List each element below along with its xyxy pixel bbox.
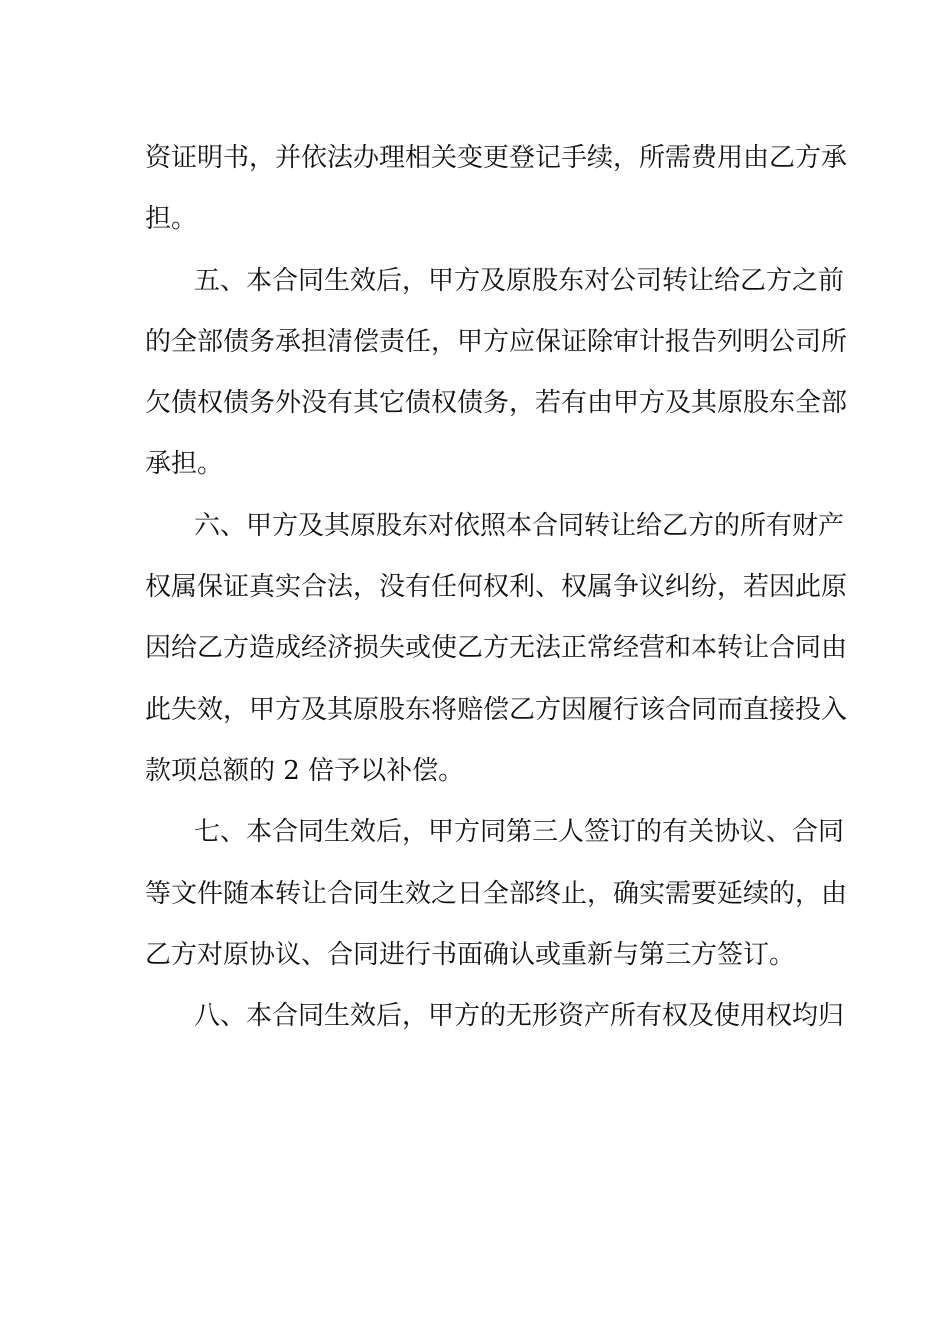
text-line: 等文件随本转让合同生效之日全部终止，确实需要延续的，由 <box>145 878 848 909</box>
paragraph-6-start: 六、甲方及其原股东对依照本合同转让给乙方的所有财产 <box>194 510 845 541</box>
text-line: 欠债权债务外没有其它债权债务，若有由甲方及其原股东全部 <box>145 388 848 419</box>
text-line: 因给乙方造成经济损失或使乙方无法正常经营和本转让合同由 <box>145 633 848 664</box>
text-line: 资证明书，并依法办理相关变更登记手续，所需费用由乙方承 <box>145 143 848 173</box>
text-line: 此失效，甲方及其原股东将赔偿乙方因履行该合同而直接投入 <box>145 694 848 725</box>
paragraph-5-start: 五、本合同生效后，甲方及原股东对公司转让给乙方之前 <box>194 265 845 296</box>
paragraph-8-start: 八、本合同生效后，甲方的无形资产所有权及使用权均归 <box>194 1001 845 1032</box>
text-line: 的全部债务承担清偿责任，甲方应保证除审计报告列明公司所 <box>145 326 848 357</box>
text-line: 担。 <box>145 204 198 235</box>
document-body <box>145 128 848 1047</box>
text-line: 款项总额的 2 倍予以补偿。 <box>145 755 465 786</box>
text-line: 权属保证真实合法，没有任何权利、权属争议纠纷，若因此原 <box>145 572 848 603</box>
text-line: 乙方对原协议、合同进行书面确认或重新与第三方签订。 <box>145 939 796 970</box>
paragraph-7-start: 七、本合同生效后，甲方同第三人签订的有关协议、合同 <box>194 817 845 848</box>
text-line: 承担。 <box>145 449 224 480</box>
